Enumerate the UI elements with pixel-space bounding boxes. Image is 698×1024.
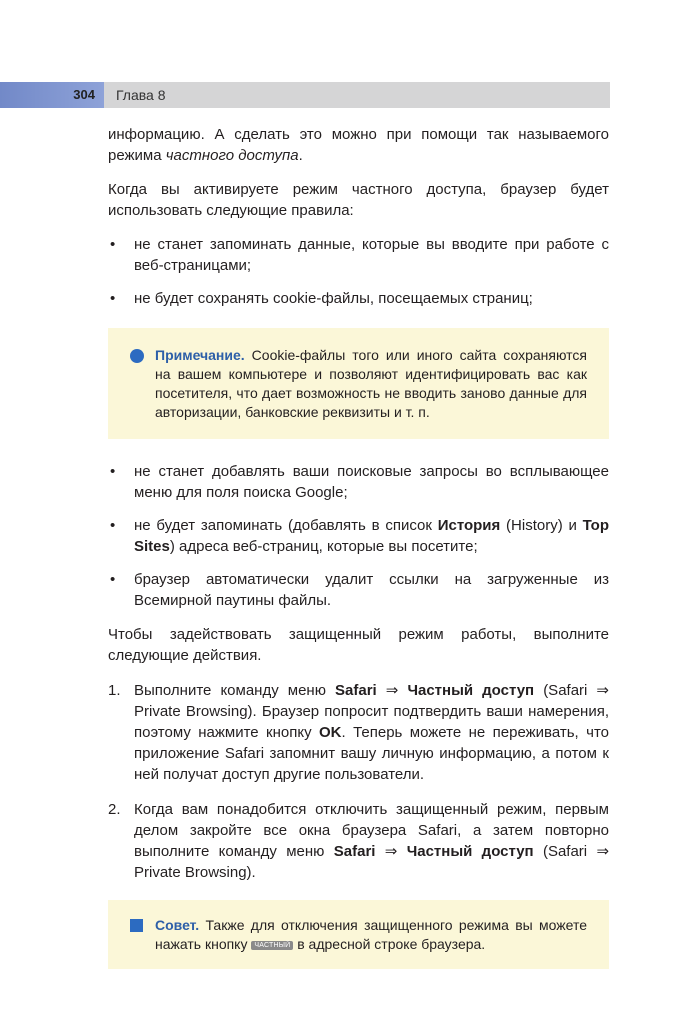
list-item: • не будет запоминать (добавлять в список История (History) и Top Sites) адреса веб-страниц, которые вы посетите; <box>110 517 609 555</box>
bullet-dot: • <box>110 517 116 534</box>
list-item: • браузер автоматически удалит ссылки на загруженные из Всемирной паутины файлы. <box>110 571 609 609</box>
note-label: Примечание. <box>155 347 245 363</box>
bullet-dot: • <box>110 290 116 307</box>
tip-square-icon <box>130 919 143 932</box>
tip-box: Совет. Также для отключения защищенного режима вы можете нажать кнопку ЧАСТНЫЙ в адресной строке браузера. <box>108 900 609 969</box>
bullet-dot: • <box>110 571 116 588</box>
list-item: • не будет сохранять cookie-файлы, посещаемых страниц; <box>110 290 533 307</box>
paragraph-rules: Когда вы активируете режим частного доступа, браузер будет использовать следующие правила: <box>108 181 609 219</box>
numbered-step: 1. Выполните команду меню Safari ⇒ Частный доступ (Safari ⇒ Private Browsing). Браузер попросит подтвердить ваши намерения, поэтому нажмите кнопку OK. Теперь можете не переживать, что приложение Safari запомнит вашу личную информацию, а потом к ней получат доступ другие пользователи. <box>108 682 610 783</box>
tip-label: Совет. <box>155 917 200 933</box>
note-circle-icon <box>130 349 144 363</box>
list-item: • не станет добавлять ваши поисковые запросы во всплывающее меню для поля поиска Google; <box>110 463 609 501</box>
italic-term: частного доступа <box>165 147 299 164</box>
note-box <box>108 328 609 439</box>
page-number: 304 <box>0 82 104 108</box>
numbered-step: 2. Когда вам понадобится отключить защищенный режим, первым делом закройте все окна браузера Safari, а затем повторно выполните команду меню Safari ⇒ Частный доступ (Safari ⇒ Private Browsing). <box>108 801 610 881</box>
paragraph-intro: информацию. А сделать это можно при помощи так называемого режима частного доступа. <box>108 126 609 164</box>
private-browsing-button-image: ЧАСТНЫЙ <box>251 941 293 950</box>
step-number: 1. <box>108 682 121 699</box>
page-body <box>108 124 609 969</box>
bullet-dot: • <box>110 236 116 253</box>
chapter-title: Глава 8 <box>116 87 166 103</box>
note-text: Cookie-файлы того или иного сайта сохраняются на вашем компьютере и позволяют идентифицировать вас как посетителя, что дает возможность не вводить заново данные для авторизации, банковские реквизиты и т. п. <box>155 347 587 420</box>
list-item: • не станет запоминать данные, которые вы вводите при работе с веб-страницами; <box>110 236 609 274</box>
paragraph-steps-intro: Чтобы задействовать защищенный режим работы, выполните следующие действия. <box>108 626 609 664</box>
running-header <box>0 82 610 108</box>
bullet-dot: • <box>110 463 116 480</box>
step-number: 2. <box>108 801 121 818</box>
